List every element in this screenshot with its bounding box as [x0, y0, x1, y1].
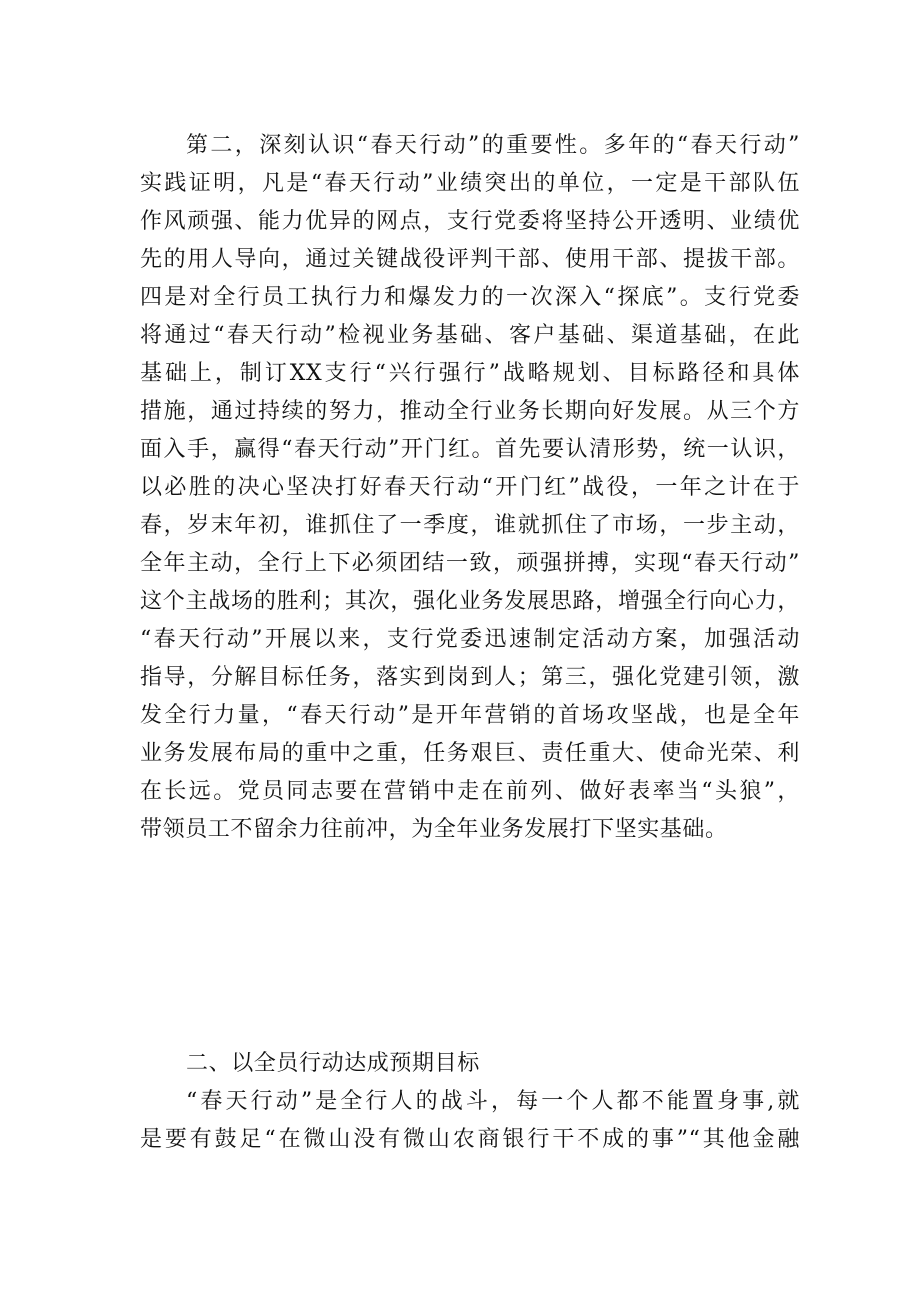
text-line: 业务发展布局的重中之重，任务艰巨、责任重大、使命光荣、利 — [140, 741, 800, 766]
text-line: 措施，通过持续的努力，推动全行业务长期向好发展。从三个方 — [140, 399, 800, 424]
section-heading: 二、以全员行动达成预期目标 — [186, 1051, 480, 1076]
text-line: 这个主战场的胜利；其次，强化业务发展思路，增强全行向心力， — [140, 589, 800, 614]
text-line: 基础上，制订XX支行“兴行强行”战略规划、目标路径和具体 — [140, 361, 800, 386]
text-line: 第二，深刻认识“春天行动”的重要性。多年的“春天行动” — [186, 133, 800, 158]
text-line: 作风顽强、能力优异的网点，支行党委将坚持公开透明、业绩优 — [140, 209, 800, 234]
text-line: “春天行动”是全行人的战斗，每一个人都不能置身事,就 — [186, 1089, 800, 1114]
text-line: 是要有鼓足“在微山没有微山农商银行干不成的事”“其他金融 — [140, 1127, 800, 1152]
text-line: 实践证明，凡是“春天行动”业绩突出的单位，一定是干部队伍 — [140, 171, 800, 196]
text-line: 以必胜的决心坚决打好春天行动“开门红”战役，一年之计在于 — [140, 475, 800, 500]
text-line: 发全行力量，“春天行动”是开年营销的首场攻坚战，也是全年 — [140, 703, 800, 728]
text-line: 将通过“春天行动”检视业务基础、客户基础、渠道基础，在此 — [140, 323, 800, 348]
text-line: 带领员工不留余力往前冲，为全年业务发展打下坚实基础。 — [140, 817, 728, 842]
text-line: 在长远。党员同志要在营销中走在前列、做好表率当“头狼”， — [140, 779, 800, 804]
text-line: “春天行动”开展以来，支行党委迅速制定活动方案，加强活动 — [140, 627, 800, 652]
text-line: 面入手，赢得“春天行动”开门红。首先要认清形势，统一认识， — [140, 437, 800, 462]
text-line: 全年主动，全行上下必须团结一致，顽强拼搏，实现“春天行动” — [140, 551, 800, 576]
text-line: 春，岁末年初，谁抓住了一季度，谁就抓住了市场，一步主动， — [140, 513, 800, 538]
text-line: 先的用人导向，通过关键战役评判干部、使用干部、提拔干部。 — [140, 247, 800, 272]
text-line: 指导，分解目标任务，落实到岗到人；第三，强化党建引领，激 — [140, 665, 800, 690]
text-line: 四是对全行员工执行力和爆发力的一次深入“探底”。支行党委 — [140, 285, 800, 310]
